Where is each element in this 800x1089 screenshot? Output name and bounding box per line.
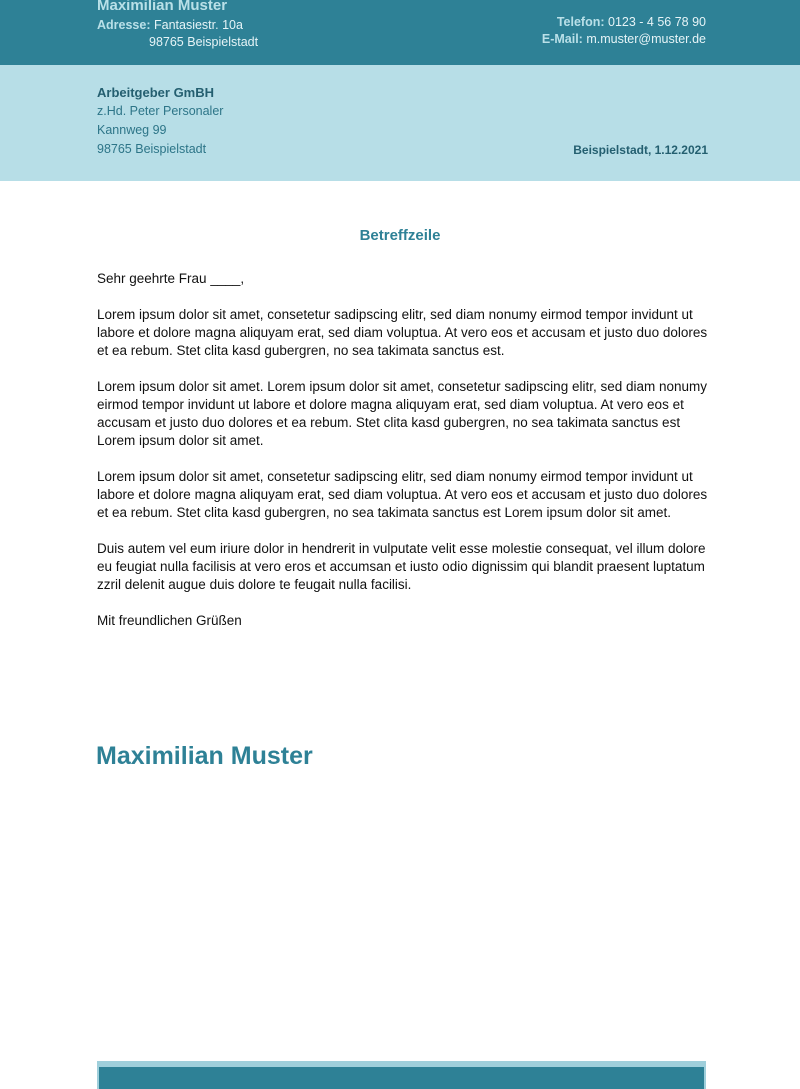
recipient-band	[0, 65, 800, 181]
body-paragraph: Lorem ipsum dolor sit amet, consetetur sadipscing elitr, sed diam nonumy eirmod tempor invidunt ut labore et dolore magna aliquyam erat, sed diam voluptua. At vero eos et accusam et justo duo dolores et ea rebum. Stet clita kasd gubergren, no sea takimata sanctus est Lorem ipsum dolor sit amet.	[97, 469, 708, 520]
letter-body	[97, 270, 709, 648]
sender-email[interactable]: m.muster@muster.de	[586, 32, 706, 46]
address-label: Adresse:	[97, 18, 151, 32]
body-paragraph: Duis autem vel eum iriure dolor in hendrerit in vulputate velit esse molestie consequat, vel illum dolore eu feugiat nulla facilisis at vero eros et accumsan et iusto odio dignissim qui blandit praesent luptatum zzril delenit augue duis dolore te feugait nulla facilisi.	[97, 541, 706, 592]
date-line: Beispielstadt, 1.12.2021	[573, 143, 708, 157]
sender-phone-line	[542, 14, 706, 31]
sender-street: Fantasiestr. 10a	[153, 18, 243, 32]
closing: Mit freundlichen Grüßen	[97, 613, 242, 628]
phone-label: Telefon:	[556, 15, 605, 29]
sender-contact	[542, 14, 706, 48]
salutation: Sehr geehrte Frau ____,	[97, 271, 245, 286]
body-paragraph: Lorem ipsum dolor sit amet. Lorem ipsum dolor sit amet, consetetur sadipscing elitr, sed diam nonumy eirmod tempor invidunt ut labore et dolore magna aliquyam erat, sed diam voluptua. At vero eos et accusam et justo duo dolores et ea rebum. Stet clita kasd gubergren, no sea takimata sanctus est Lorem ipsum dolor sit amet.	[97, 379, 708, 448]
sender-city: 98765 Beispielstadt	[149, 35, 259, 49]
email-label: E-Mail:	[541, 32, 583, 46]
footer-bar	[97, 1061, 706, 1089]
sender-address	[97, 17, 258, 51]
subject-line: Betreffzeile	[359, 227, 441, 244]
footer-bar-inner	[99, 1067, 704, 1089]
sender-header	[0, 0, 800, 65]
recipient-street: Kannweg 99	[97, 123, 167, 137]
recipient-address	[97, 83, 223, 159]
recipient-contact: z.Hd. Peter Personaler	[97, 104, 224, 118]
sender-address-line1	[97, 17, 258, 34]
body-paragraph: Lorem ipsum dolor sit amet, consetetur sadipscing elitr, sed diam nonumy eirmod tempor invidunt ut labore et dolore magna aliquyam erat, sed diam voluptua. At vero eos et accusam et justo duo dolores et ea rebum. Stet clita kasd gubergren, no sea takimata sanctus est.	[97, 307, 708, 358]
recipient-city: 98765 Beispielstadt	[97, 142, 207, 156]
signature-name: Maximilian Muster	[96, 742, 313, 770]
sender-phone: 0123 - 4 56 78 90	[608, 15, 706, 29]
sender-name: Maximilian Muster	[97, 0, 228, 14]
sender-email-line	[542, 31, 706, 48]
recipient-company: Arbeitgeber GmBH	[97, 85, 215, 100]
